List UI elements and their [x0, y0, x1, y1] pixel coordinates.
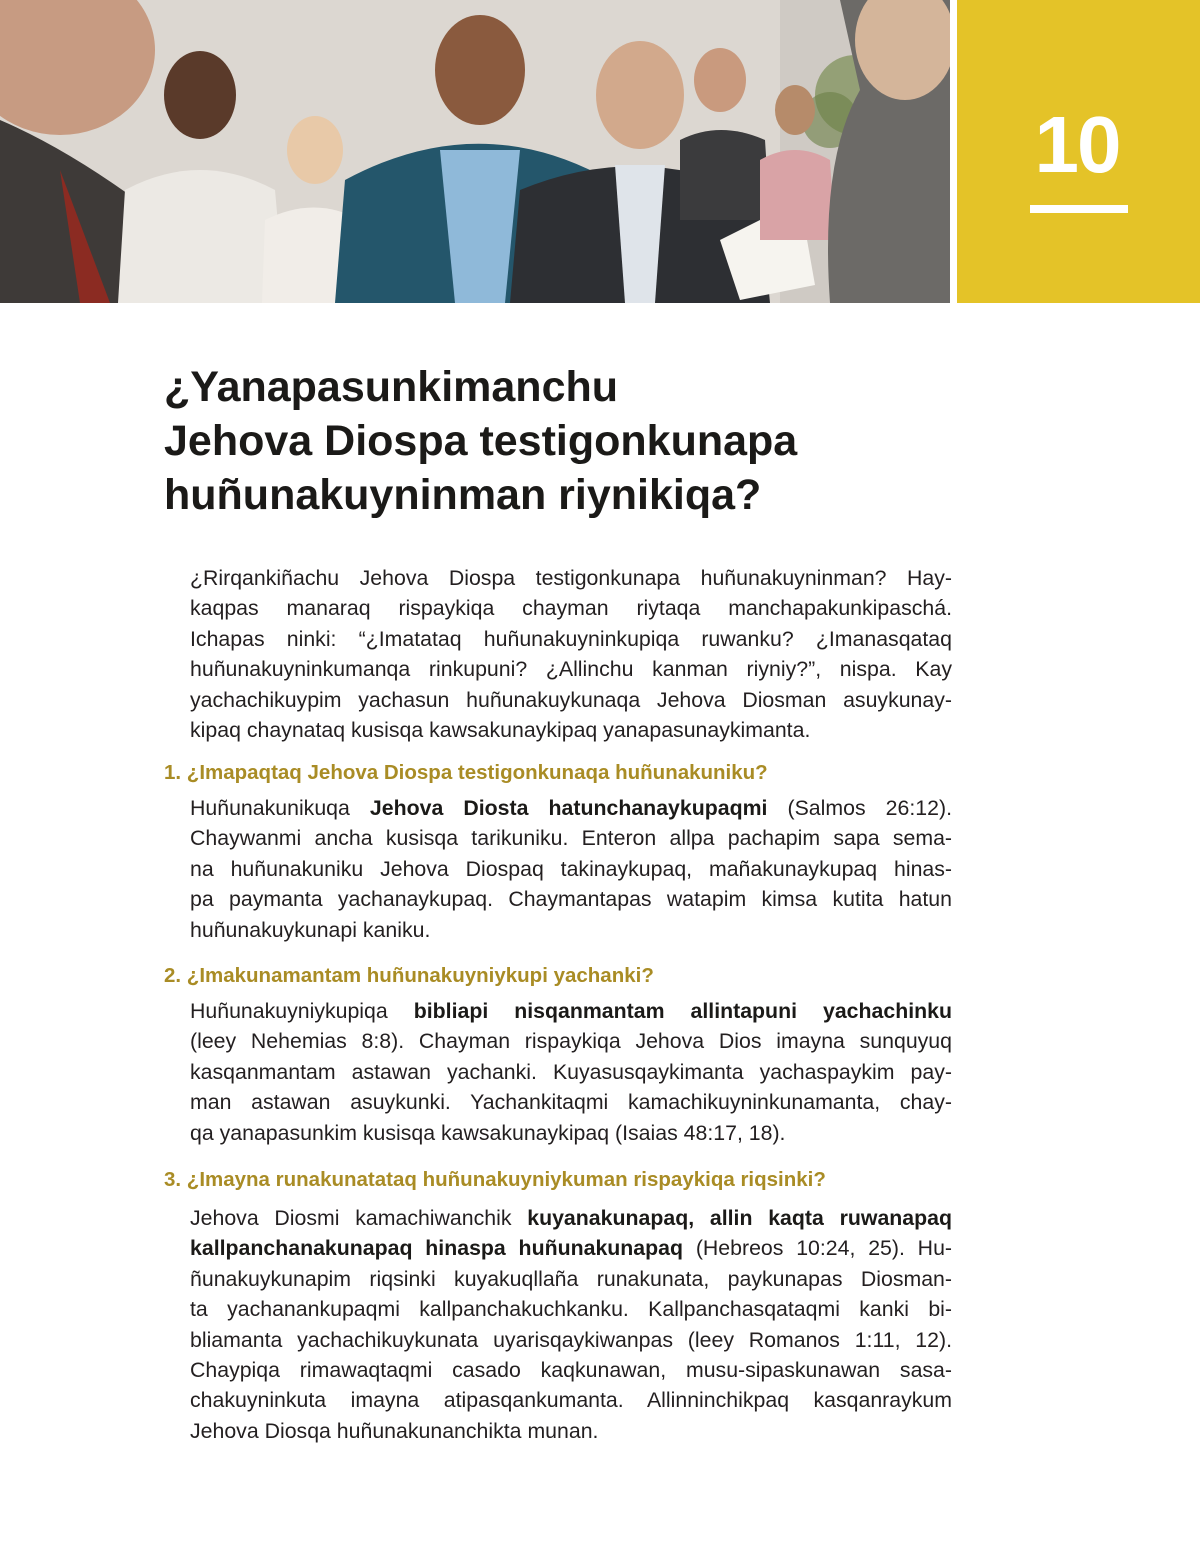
- answer-paragraph-1: [190, 793, 952, 945]
- title-line: ¿Yanapasunkimanchu: [164, 363, 619, 411]
- page-title: [164, 360, 964, 522]
- intro-paragraph: [190, 563, 952, 745]
- text-line: Huñunakuyniykupiqa bibliapi nisqanmantam allintapuni yachachinku: [190, 999, 952, 1023]
- text-line: Jehova Diosmi kamachiwanchik kuyanakunapaq, allin kaqta ruwanapaq: [190, 1206, 953, 1230]
- title-line: Jehova Diospa testigonkunapa: [164, 417, 798, 465]
- text-line: huñunakuykunapi kaniku.: [190, 917, 431, 942]
- chapter-number: 10: [1034, 100, 1120, 189]
- text-line: chakuyninkuta imayna atipasqankumanta. Allinninchikpaq kasqanraykum: [190, 1388, 952, 1413]
- text-line: kasqanmantam astawan yachanki. Kuyasusqaykimanta yachaspaykim pay-: [190, 1059, 952, 1084]
- text-line: kallpanchanakunapaq hinaspa huñunakunapaq (Hebreos 10:24, 25). Hu-: [190, 1236, 953, 1261]
- answer-paragraph-2: [190, 996, 952, 1148]
- text-line: ta yachanankupaqmi kallpanchakuchkanku. Kallpanchasqataqmi kanki bi-: [190, 1297, 952, 1322]
- header-photo: [0, 0, 950, 303]
- text-line: pa paymanta yachanaykupaq. Chaymantapas watapim kimsa kutita hatun: [190, 887, 952, 912]
- title-line: huñunakuyninman riynikiqa?: [164, 471, 762, 519]
- text-line: man astawan asuykunki. Yachankitaqmi kamachikuyninkunamanta, chay-: [190, 1090, 952, 1115]
- emphasis-text: Jehova Diosta hatunchanaykupaqmi: [369, 796, 768, 820]
- congregation-meeting-photo: [0, 0, 950, 303]
- question-heading-1: 1. ¿Imapaqtaq Jehova Diospa testigonkunaqa huñunakuniku?: [164, 761, 768, 784]
- text-line: huñunakuyninkumanqa rinkupuni? ¿Allinchu kanman riyniy?”, nispa. Kay: [190, 657, 952, 682]
- question-heading-3: 3. ¿Imayna runakunatataq huñunakuyniykuman rispaykiqa riqsinki?: [164, 1168, 826, 1191]
- text-line: ¿Rirqankiñachu Jehova Diospa testigonkunapa huñunakuyninman? Hay-: [190, 566, 952, 590]
- text-line: na huñunakuniku Jehova Diospaq takinaykupaq, mañakunaykupaq hinas-: [190, 856, 952, 881]
- text-line: Chaypiqa rimawaqtaqmi casado kaqkunawan, musu-sipaskunawan sasa-: [190, 1358, 952, 1383]
- question-heading-2: 2. ¿Imakunamantam huñunakuyniykupi yachanki?: [164, 964, 654, 987]
- text-line: Jehova Diosqa huñunakunanchikta munan.: [190, 1418, 599, 1443]
- emphasis-text: kuyanakunapaq, allin kaqta ruwanapaq: [527, 1206, 953, 1230]
- text-line: Huñunakunikuqa Jehova Diosta hatunchanaykupaqmi (Salmos 26:12).: [190, 796, 952, 820]
- text-line: bliamanta yachachikuykunata uyarisqaykiwanpas (leey Romanos 1:11, 12).: [190, 1327, 952, 1352]
- text-line: kaqpas manaraq rispaykiqa chayman riytaqa manchapakunkipaschá.: [190, 596, 952, 621]
- text-line: qa yanapasunkim kusisqa kawsakunaykipaq (Isaias 48:17, 18).: [190, 1120, 786, 1145]
- text-line: yachachikuypim yachasun huñunakuykunaqa Jehova Diosman asuykunay-: [190, 687, 952, 712]
- text-line: ñunakuykunapim riqsinki kuyakuqllaña runakunata, paykunapas Diosman-: [190, 1266, 952, 1291]
- text-line: (leey Nehemias 8:8). Chayman rispaykiqa Jehova Dios imayna sunquyuq: [190, 1029, 952, 1054]
- answer-paragraph-3: [190, 1203, 952, 1446]
- text-line: kipaq chaynataq kusisqa kawsakunaykipaq yanapasunaykimanta.: [190, 718, 811, 743]
- text-line: Chaywanmi ancha kusisqa tarikuniku. Enteron allpa pachapim sapa sema-: [190, 826, 952, 851]
- text-line: Ichapas ninki: “¿Imatataq huñunakuyninkupiqa ruwanku? ¿Imanasqataq: [190, 626, 952, 651]
- emphasis-text: kallpanchanakunapaq hinaspa huñunakunapaq: [190, 1236, 684, 1261]
- emphasis-text: bibliapi nisqanmantam allintapuni yachachinku: [413, 999, 952, 1023]
- chapter-underline: [1030, 205, 1128, 213]
